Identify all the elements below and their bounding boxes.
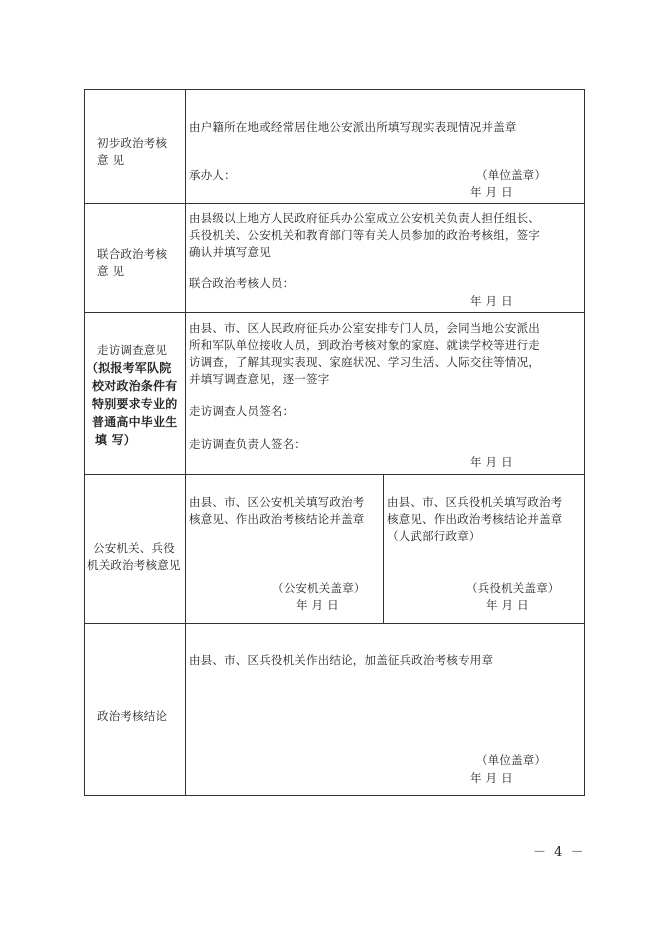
row3-note-2: 校对政治条件有	[92, 379, 178, 393]
row2-members-field[interactable]: 联合政治考核人员：	[189, 276, 295, 290]
row4-label: 公安机关、兵役	[93, 541, 175, 555]
row2-description-3: 确认并填写意见	[189, 245, 271, 259]
row1-handler-field[interactable]: 承办人：	[189, 168, 236, 182]
row3-investigators-field[interactable]: 走访调查人员签名：	[189, 404, 295, 418]
row4-right-description-3: （人武部行政章）	[387, 529, 481, 543]
row4-left-description-2: 核意见、作出政治考核结论并盖章	[189, 512, 365, 526]
row3-description-3: 访调查，了解其现实表现、家庭状况、学习生活、人际交往等情况，	[189, 355, 540, 369]
row5-stamp-note: （单位盖章）	[476, 753, 547, 767]
row5-date-field[interactable]: 年 月 日	[470, 771, 513, 785]
page-number: － 4 －	[533, 845, 586, 860]
row3-note-1: （拟报考军队院	[86, 361, 172, 375]
row1-label: 初步政治考核	[97, 136, 168, 150]
row-divider-4	[84, 623, 585, 624]
row2-date-field[interactable]: 年 月 日	[470, 294, 513, 308]
row4-right-stamp-note: （兵役机关盖章）	[466, 581, 560, 595]
row-divider-3	[84, 474, 585, 475]
row1-date-field[interactable]: 年 月 日	[470, 185, 513, 199]
row4-column-divider	[383, 474, 384, 623]
row3-label: 走访调查意见	[97, 343, 168, 357]
row-divider-2	[84, 312, 585, 313]
row2-description-2: 兵役机关、公安机关和教育部门等有关人员参加的政治考核组，签字	[189, 228, 540, 242]
row4-right-date-field[interactable]: 年 月 日	[486, 598, 529, 612]
row2-label: 联合政治考核	[97, 247, 168, 261]
row4-right-description-2: 核意见、作出政治考核结论并盖章	[387, 512, 563, 526]
row4-left-date-field[interactable]: 年 月 日	[296, 598, 339, 612]
row4-right-description-1: 由县、市、区兵役机关填写政治考	[387, 495, 563, 509]
row5-label: 政治考核结论	[97, 709, 168, 723]
row3-note-5: 填 写）	[95, 433, 136, 447]
row2-description-1: 由县级以上地方人民政府征兵办公室成立公安机关负责人担任组长、	[189, 211, 540, 225]
row3-description-2: 所和军队单位接收人员，到政治考核对象的家庭、就读学校等进行走	[189, 338, 540, 352]
row1-stamp-note: （单位盖章）	[476, 168, 547, 182]
row3-note-4: 普通高中毕业生	[92, 415, 178, 429]
row3-date-field[interactable]: 年 月 日	[470, 455, 513, 469]
row3-leader-field[interactable]: 走访调查负责人签名：	[189, 437, 306, 451]
row5-description: 由县、市、区兵役机关作出结论，加盖征兵政治考核专用章	[189, 653, 494, 667]
row3-description-1: 由县、市、区人民政府征兵办公室安排专门人员，会同当地公安派出	[189, 321, 540, 335]
row4-label-2: 机关政治考核意见	[87, 558, 181, 572]
row1-label-2: 意 见	[97, 153, 125, 167]
row2-label-2: 意 见	[97, 264, 125, 278]
row3-description-4: 并填写调查意见，逐一签字	[189, 372, 330, 386]
column-divider	[185, 89, 186, 796]
row-divider-1	[84, 203, 585, 204]
row1-description: 由户籍所在地或经常居住地公安派出所填写现实表现情况并盖章	[189, 120, 517, 134]
row4-left-description-1: 由县、市、区公安机关填写政治考	[189, 495, 365, 509]
row3-note-3: 特别要求专业的	[92, 397, 178, 411]
row4-left-stamp-note: （公安机关盖章）	[272, 581, 366, 595]
